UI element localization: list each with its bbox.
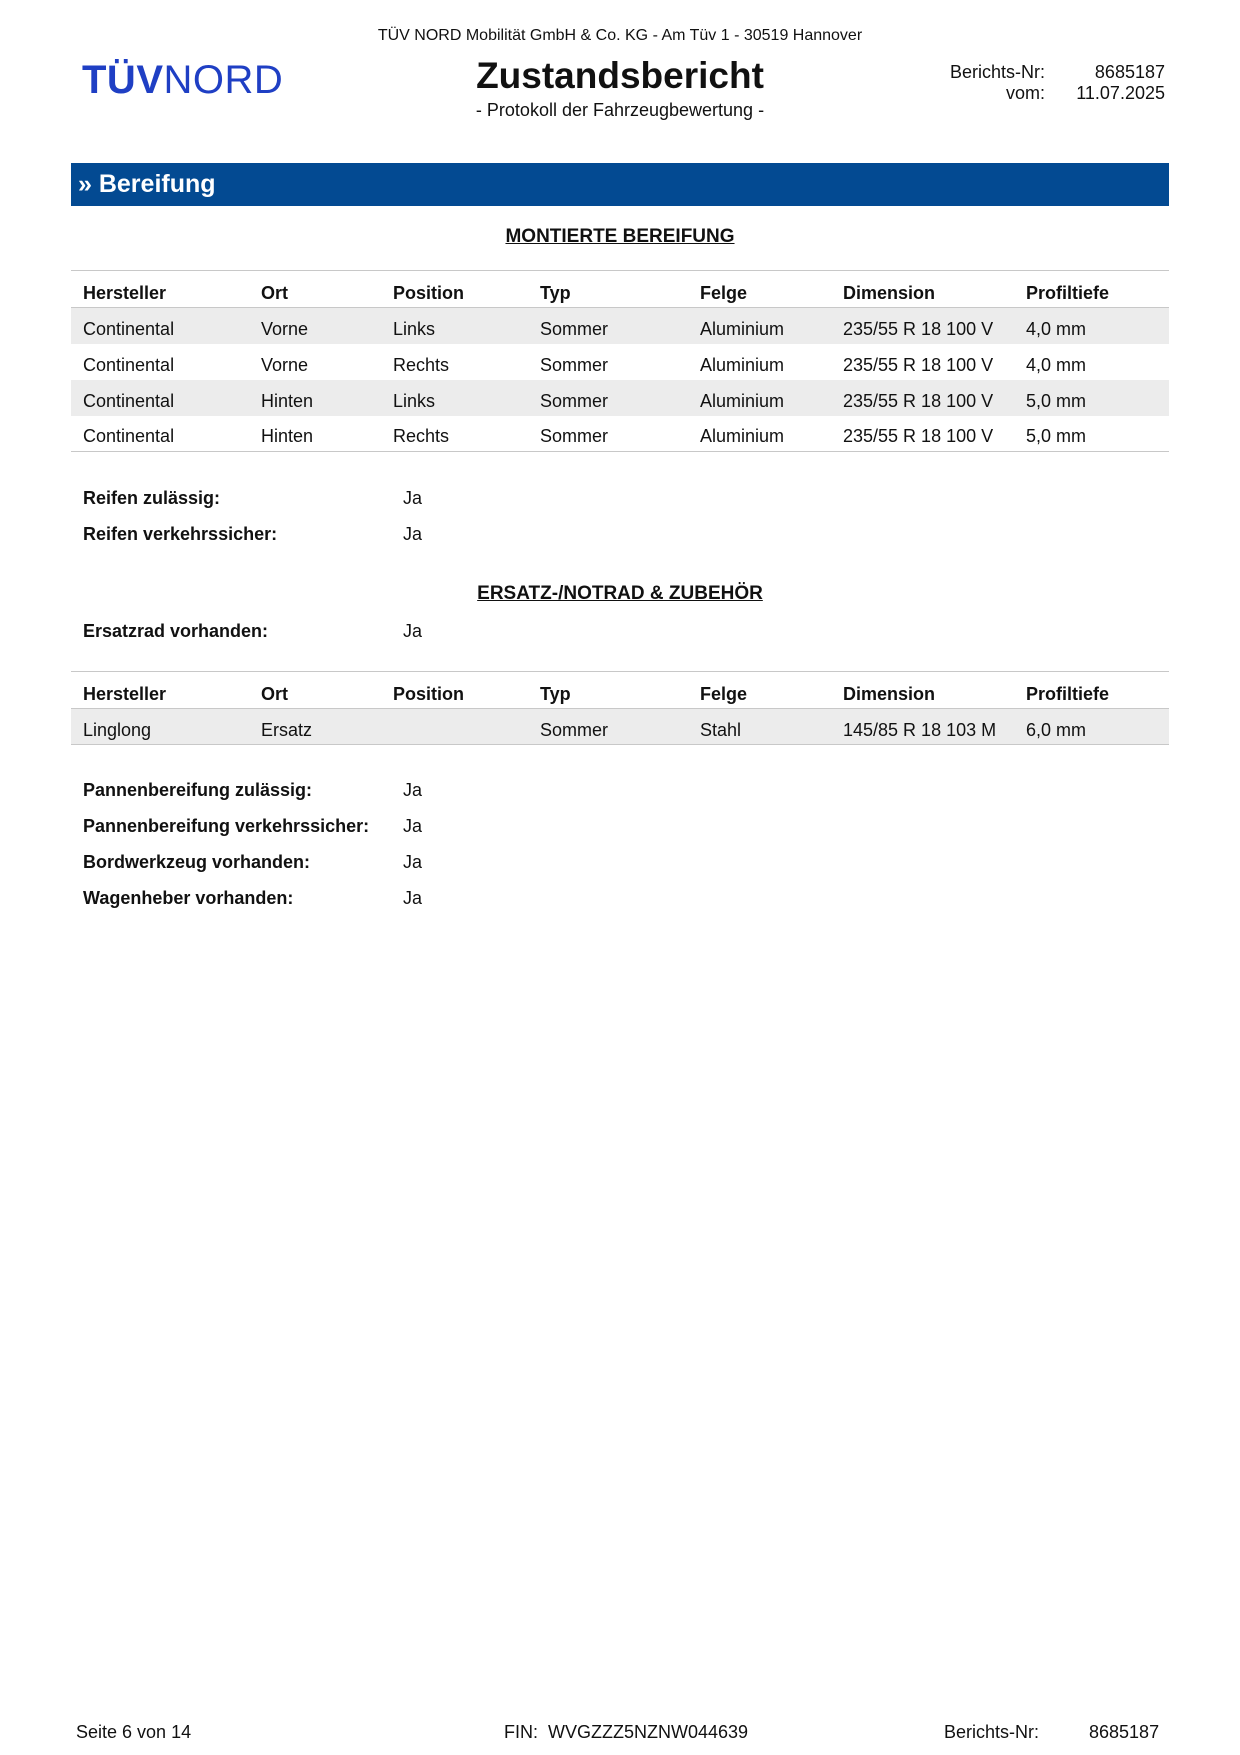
fact-value: Ja: [403, 780, 423, 800]
table-cell: Continental: [71, 416, 249, 452]
mounted-tires-facts: [83, 488, 683, 560]
table-cell: Aluminium: [688, 380, 831, 416]
table-cell: Sommer: [528, 308, 688, 344]
table-cell: Sommer: [528, 380, 688, 416]
table-header-row: [71, 271, 1169, 308]
column-header: Position: [381, 271, 528, 308]
column-header: Felge: [688, 672, 831, 709]
mounted-tires-heading: MONTIERTE BEREIFUNG: [505, 226, 735, 247]
table-cell: Continental: [71, 380, 249, 416]
table-cell: Rechts: [393, 354, 450, 375]
fact-row: [83, 816, 683, 852]
table-cell: Linglong: [71, 709, 249, 745]
fact-label: Wagenheber vorhanden:: [83, 888, 294, 908]
fact-value: Ja: [403, 621, 423, 641]
fact-label: Reifen zulässig:: [83, 488, 221, 508]
column-header: Hersteller: [71, 271, 249, 308]
table-row: [71, 344, 1169, 380]
fact-value: Ja: [403, 816, 423, 836]
company-address-line: TÜV NORD Mobilität GmbH & Co. KG - Am Tüv 1 - 30519 Hannover: [377, 27, 863, 44]
table-cell: Vorne: [261, 354, 309, 375]
logo-text-nord: NORD: [163, 58, 284, 102]
table-cell: Sommer: [528, 416, 688, 452]
column-header: Felge: [688, 271, 831, 308]
column-header: Hersteller: [71, 672, 249, 709]
report-date-row: [920, 83, 1165, 104]
report-info: [920, 62, 1165, 104]
footer-report-number-label: Berichts-Nr:: [944, 1722, 1040, 1742]
table-cell: [381, 709, 528, 745]
table-cell: 4,0 mm: [1014, 308, 1169, 344]
report-number-row: [920, 62, 1165, 83]
spare-present-fact: [83, 621, 683, 657]
column-header: Profiltiefe: [1014, 672, 1169, 709]
table-cell: Links: [381, 308, 528, 344]
table-cell: 235/55 R 18 100 V: [831, 308, 1014, 344]
column-header: Typ: [528, 672, 688, 709]
column-header: Dimension: [831, 271, 1014, 308]
table-cell: 4,0 mm: [1026, 354, 1087, 375]
table-cell: Aluminium: [688, 308, 831, 344]
report-date-value: 11.07.2025: [1076, 83, 1165, 103]
table-header-row: [71, 672, 1169, 709]
report-number-value: 8685187: [1094, 62, 1165, 82]
fact-row: [83, 852, 683, 888]
column-header: Dimension: [831, 672, 1014, 709]
footer-report-number-value: 8685187: [1089, 1722, 1160, 1742]
footer-fin-label: FIN:: [504, 1722, 538, 1742]
fact-label: Pannenbereifung verkehrssicher:: [83, 816, 370, 836]
table-cell: 235/55 R 18 100 V: [831, 416, 1014, 452]
table-cell: Continental: [71, 308, 249, 344]
column-header: Profiltiefe: [1014, 271, 1169, 308]
column-header: Ort: [249, 271, 381, 308]
table-row: [71, 709, 1169, 745]
spare-tire-heading: ERSATZ-/NOTRAD & ZUBEHÖR: [477, 583, 763, 604]
table-cell: Rechts: [381, 416, 528, 452]
fact-row: [83, 488, 683, 524]
table-cell: Vorne: [249, 308, 381, 344]
table-cell: Continental: [83, 354, 175, 375]
table-cell: 235/55 R 18 100 V: [831, 380, 1014, 416]
section-header-bereifung: » Bereifung: [71, 163, 1169, 206]
fact-value: Ja: [403, 888, 423, 908]
report-date-label: vom:: [1005, 83, 1045, 103]
table-cell: Sommer: [540, 354, 609, 375]
fact-row: [83, 524, 683, 560]
fact-row: [83, 621, 683, 657]
table-cell: Sommer: [528, 709, 688, 745]
fact-label: Pannenbereifung zulässig:: [83, 780, 313, 800]
table-row: [71, 380, 1169, 416]
table-cell: Hinten: [249, 380, 381, 416]
fact-label: Reifen verkehrssicher:: [83, 524, 278, 544]
table-cell: 145/85 R 18 103 M: [831, 709, 1014, 745]
table-cell: Stahl: [688, 709, 831, 745]
table-cell: Aluminium: [700, 354, 785, 375]
page-title: Zustandsbericht: [476, 55, 764, 96]
page-subtitle: - Protokoll der Fahrzeugbewertung -: [475, 100, 765, 120]
fact-value: Ja: [403, 488, 423, 508]
table-cell: Links: [381, 380, 528, 416]
fact-value: Ja: [403, 852, 423, 872]
table-cell: Hinten: [249, 416, 381, 452]
logo-text-tuv: TÜV: [82, 58, 164, 102]
footer-page-number: Seite 6 von 14: [76, 1722, 192, 1742]
table-cell: 235/55 R 18 100 V: [843, 354, 994, 375]
column-header: Position: [381, 672, 528, 709]
table-cell: 5,0 mm: [1014, 416, 1169, 452]
mounted-tires-table: [71, 270, 1169, 452]
fact-row: [83, 888, 683, 924]
spare-tire-facts: [83, 780, 683, 924]
column-header: Ort: [249, 672, 381, 709]
table-cell: 5,0 mm: [1014, 380, 1169, 416]
table-row: [71, 416, 1169, 452]
column-header: Typ: [528, 271, 688, 308]
spare-tire-table: [71, 671, 1169, 745]
table-row: [71, 308, 1169, 344]
fact-label: Ersatzrad vorhanden:: [83, 621, 269, 641]
fact-row: [83, 780, 683, 816]
footer-fin: [504, 1722, 748, 1743]
table-cell: Aluminium: [688, 416, 831, 452]
report-number-label: Berichts-Nr:: [949, 62, 1045, 82]
footer-fin-value: WVGZZZ5NZNW044639: [548, 1722, 749, 1742]
table-cell: 6,0 mm: [1014, 709, 1169, 745]
fact-value: Ja: [403, 524, 423, 544]
fact-label: Bordwerkzeug vorhanden:: [83, 852, 311, 872]
table-cell: Ersatz: [249, 709, 381, 745]
